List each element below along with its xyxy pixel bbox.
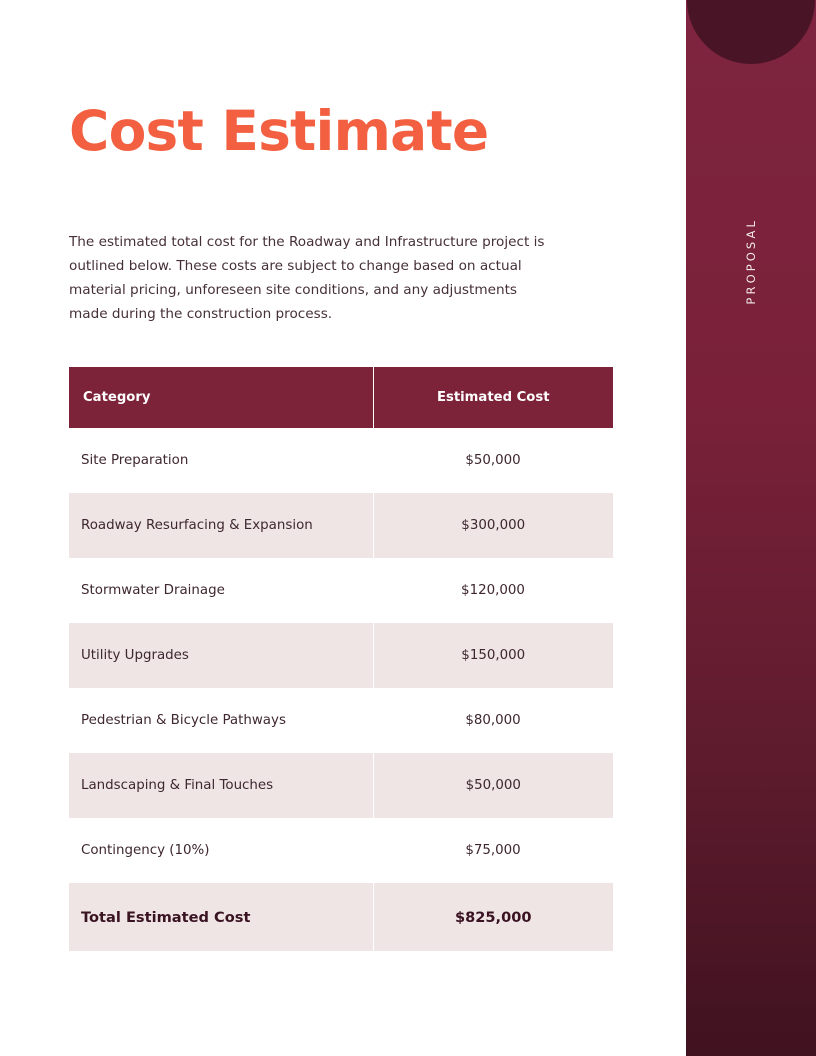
table-row <box>69 558 613 623</box>
page-title: Cost Estimate <box>69 99 489 163</box>
cell-category: Pedestrian & Bicycle Pathways <box>81 713 286 728</box>
decorative-circle <box>687 0 815 64</box>
cell-cost: $50,000 <box>373 753 613 818</box>
table-body <box>69 428 613 951</box>
table-header-row <box>69 367 613 428</box>
cell-category: Utility Upgrades <box>69 623 373 688</box>
table-row <box>69 493 613 558</box>
column-header-category: Category <box>69 367 373 428</box>
sidebar-proposal-label: PROPOSAL <box>744 218 758 305</box>
cell-total-cost: $825,000 <box>373 883 613 951</box>
table-row <box>69 818 613 883</box>
column-header-estimated-cost: Estimated Cost <box>373 367 613 428</box>
table-row <box>69 428 613 493</box>
cell-category: Site Preparation <box>81 453 189 468</box>
cell-category: Roadway Resurfacing & Expansion <box>69 493 373 558</box>
right-sidebar <box>686 0 816 1056</box>
cell-category: Landscaping & Final Touches <box>69 753 373 818</box>
table-header <box>69 367 613 428</box>
table-row <box>69 688 613 753</box>
cell-cost: $80,000 <box>465 713 521 728</box>
table-row <box>69 753 613 818</box>
cell-total-label: Total Estimated Cost <box>69 883 373 951</box>
cell-cost: $120,000 <box>461 583 525 598</box>
cell-category: Stormwater Drainage <box>81 583 225 598</box>
cell-cost: $150,000 <box>373 623 613 688</box>
cell-cost: $50,000 <box>465 453 521 468</box>
cell-category: Contingency (10%) <box>81 843 210 858</box>
intro-paragraph: The estimated total cost for the Roadway and Infrastructure project is outlined below. These costs are subject to change based on actual material pricing, unforeseen site conditions, and any adjustments made during the construction process. <box>69 234 545 322</box>
table-total-row <box>69 883 613 951</box>
cell-cost: $300,000 <box>373 493 613 558</box>
table-row <box>69 623 613 688</box>
cost-estimate-table <box>69 367 613 951</box>
cell-cost: $75,000 <box>465 843 521 858</box>
